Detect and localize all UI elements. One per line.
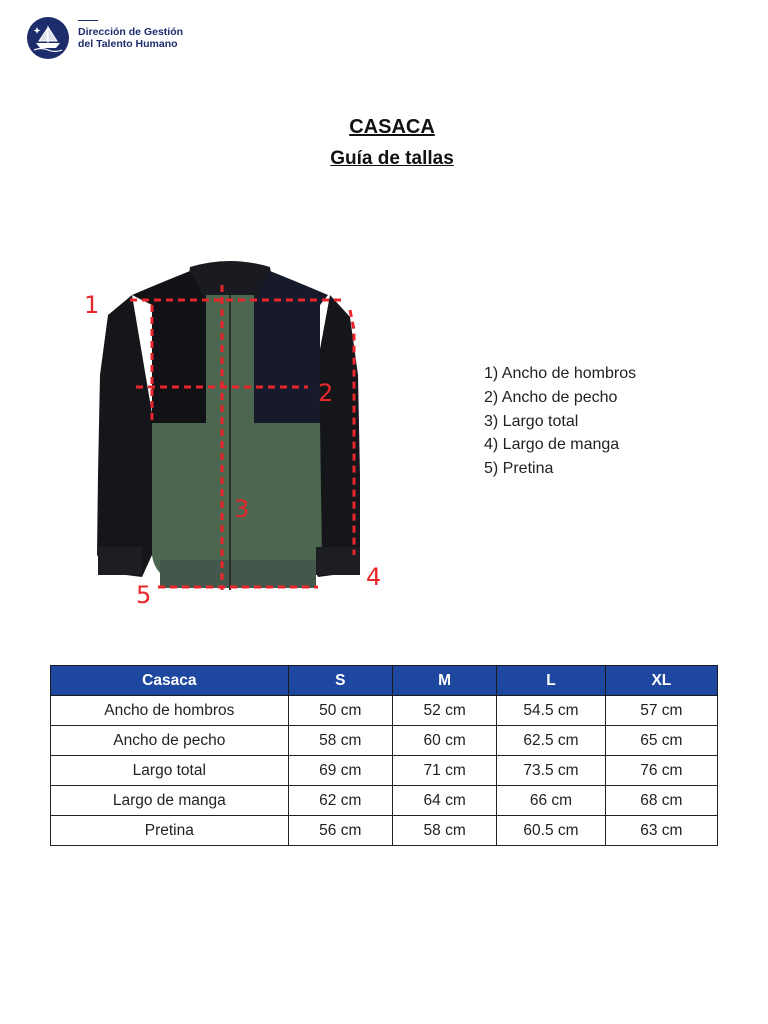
col-header-m: M — [392, 666, 496, 696]
jacket-waistband — [160, 560, 316, 588]
jacket-left-sleeve — [97, 295, 154, 577]
table-header-row — [51, 666, 718, 696]
cell-m: 58 cm — [392, 816, 496, 846]
row-label: Ancho de hombros — [51, 696, 289, 726]
legend-item: 2) Ancho de pecho — [484, 388, 618, 406]
cell-m: 52 cm — [392, 696, 496, 726]
cell-l: 73.5 cm — [497, 756, 605, 786]
table-row — [51, 816, 718, 846]
cell-xl: 68 cm — [605, 786, 717, 816]
org-logo — [26, 16, 226, 62]
row-label: Ancho de pecho — [51, 726, 289, 756]
cell-xl: 76 cm — [605, 756, 717, 786]
jacket-upper-right — [254, 271, 328, 425]
org-name — [78, 26, 183, 50]
cell-s: 62 cm — [288, 786, 392, 816]
marker-3: 3 — [234, 495, 250, 523]
cell-m: 60 cm — [392, 726, 496, 756]
cell-l: 54.5 cm — [497, 696, 605, 726]
cell-xl: 57 cm — [605, 696, 717, 726]
cell-s: 50 cm — [288, 696, 392, 726]
legend-item: 5) Pretina — [484, 460, 554, 478]
cell-m: 64 cm — [392, 786, 496, 816]
ship-emblem-icon — [26, 16, 70, 60]
col-header-xl: XL — [605, 666, 717, 696]
measurement-legend — [484, 362, 636, 481]
cell-xl: 65 cm — [605, 726, 717, 756]
cell-l: 60.5 cm — [497, 816, 605, 846]
marker-4: 4 — [366, 563, 382, 591]
table-row — [51, 756, 718, 786]
cell-s: 58 cm — [288, 726, 392, 756]
row-label: Largo de manga — [51, 786, 289, 816]
cell-s: 56 cm — [288, 816, 392, 846]
legend-item: 1) Ancho de hombros — [484, 365, 637, 382]
page-subtitle: Guía de tallas — [330, 148, 454, 169]
col-header-casaca: Casaca — [51, 666, 289, 696]
cell-m: 71 cm — [392, 756, 496, 786]
jacket-diagram — [70, 255, 390, 610]
col-header-s: S — [288, 666, 392, 696]
cell-s: 69 cm — [288, 756, 392, 786]
marker-1: 1 — [84, 291, 100, 319]
marker-5: 5 — [136, 581, 152, 609]
cell-l: 66 cm — [497, 786, 605, 816]
org-name-line2: del Talento Humano — [78, 38, 178, 50]
org-name-line1: Dirección de Gestión — [78, 26, 184, 38]
size-table — [50, 665, 718, 846]
table-row — [51, 726, 718, 756]
legend-item: 4) Largo de manga — [484, 436, 620, 454]
page-title: CASACA — [349, 116, 435, 138]
table-row — [51, 696, 718, 726]
col-header-l: L — [497, 666, 605, 696]
logo-rule — [78, 20, 98, 21]
cell-xl: 63 cm — [605, 816, 717, 846]
cell-l: 62.5 cm — [497, 726, 605, 756]
row-label: Pretina — [51, 816, 289, 846]
marker-2: 2 — [318, 379, 334, 407]
legend-item: 3) Largo total — [484, 412, 579, 430]
jacket-left-cuff — [98, 547, 142, 575]
row-label: Largo total — [51, 756, 289, 786]
table-row — [51, 786, 718, 816]
